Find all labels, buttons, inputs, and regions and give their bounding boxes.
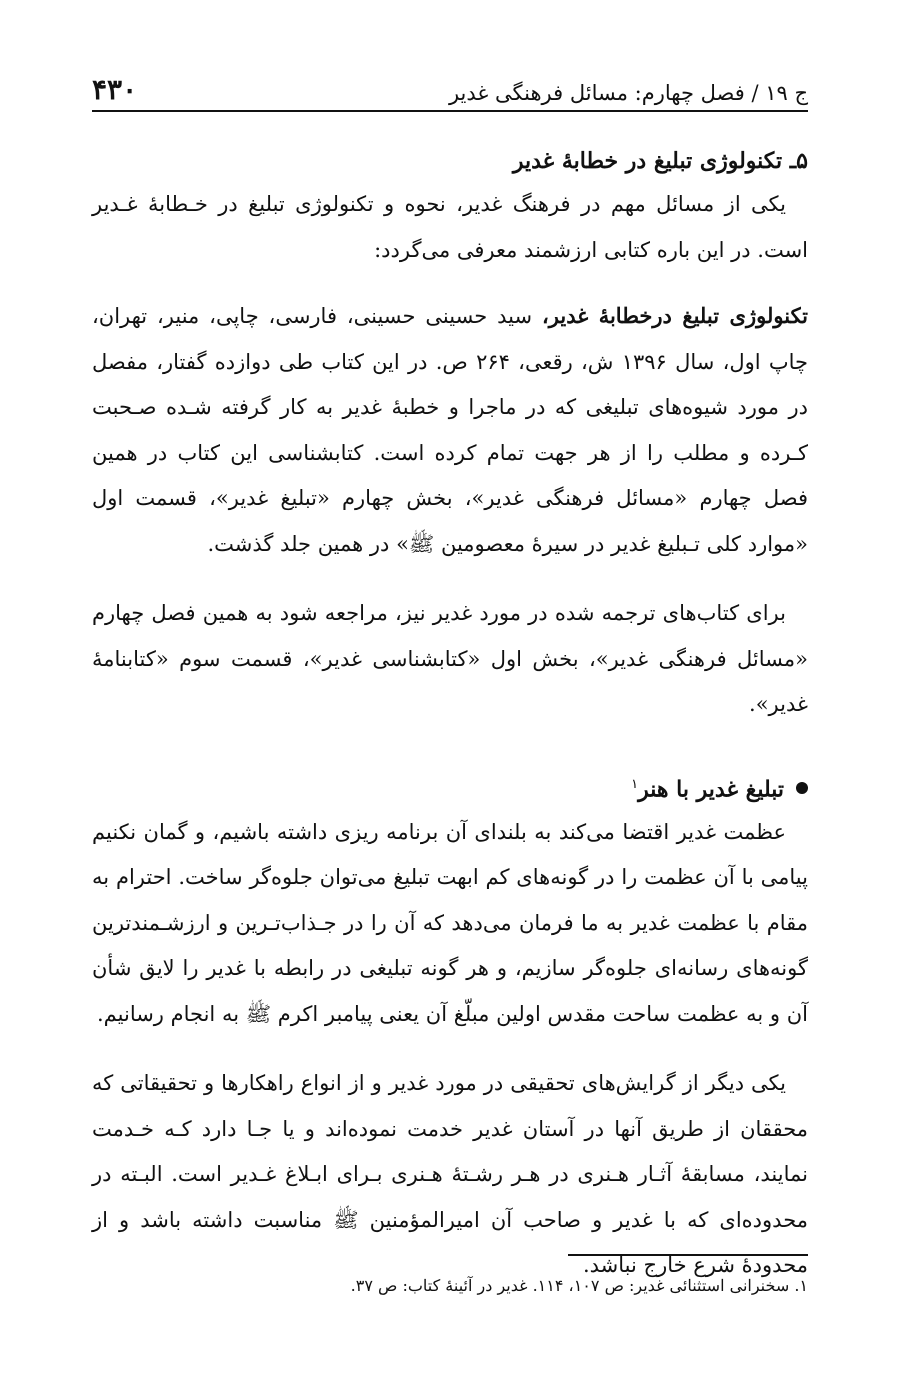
book-page xyxy=(92,0,808,1390)
art-paragraph-1: عظمت غدیر اقتضا می‌کند به بلندای آن برنامه ریزی داشته باشیم، و گمان نکنیم پیامی با آن عظمت را در گونه‌های کم ابهت تبلیغ می‌توان جلوه‌گر ساخت. احترام به مقام با عظمت غدیر به ما فرمان می‌دهد که آن را در جـذاب‌تـرین و ارزشـمندترین گونه‌های رسانه‌ای جلوه‌گر سازیم، و هر گونه تبلیغی در رابطه با غدیر را لایق شأن آن و به عظمت ساحت مقدس اولین مبلّغ آن یعنی پیامبر اکرم ﷺ به انجام رسانیم. xyxy=(92,819,808,1026)
art-section-heading xyxy=(92,766,808,810)
section-heading: ۵ـ تکنولوژی تبلیغ در خطابهٔ غدیر xyxy=(512,148,808,174)
page-number: ۴۳۰ xyxy=(92,73,138,106)
page-body xyxy=(92,140,808,1289)
art-paragraph-2: یکی دیگر از گرایش‌های تحقیقی در مورد غدیر و از انواع راهکارها و تحقیقاتی که محققان از طریق آنها در آستان غدیر خدمت نموده‌اند و یا جـا دارد کـه خـدمت نمایند، مسابقهٔ آثـار هـنری در هـر رشـتهٔ هـنری بـرای ابـلاغ غـدیر است. البـته در محدوده‌ای که با غدیر و صاحب آن امیرالمؤمنین ﷺ مناسبت داشته باشد و از محدودهٔ شرع خارج نباشد. xyxy=(92,1071,808,1277)
book-title: تکنولوژی تبلیغ درخطابهٔ غدیر، xyxy=(541,303,809,328)
section-intro-paragraph: یکی از مسائل مهم در فرهنگ غدیر، نحوه و تکنولوژی تبلیغ در خـطابهٔ غـدیر است. در این باره کتابی ارزشمند معرفی می‌گردد: xyxy=(92,192,808,262)
translations-note-paragraph: برای کتاب‌های ترجمه شده در مورد غدیر نیز، مراجعه شود به همین فصل چهارم «مسائل فرهنگی غدیر»، بخش اول «کتابشناسی غدیر»، قسمت سوم «کتابنامهٔ غدیر». xyxy=(92,601,808,716)
running-header xyxy=(92,62,808,112)
footnote-reference[interactable]: ۱ xyxy=(631,777,639,793)
footnote: ۱. سخنرانی استثنائی غدیر: ص ۱۰۷، ۱۱۴. غدیر در آئینهٔ کتاب: ص ۳۷. xyxy=(350,1276,808,1295)
running-title: ج ۱۹ / فصل چهارم: مسائل فرهنگی غدیر xyxy=(448,81,808,105)
book-entry-paragraph xyxy=(92,293,808,567)
art-heading-label: تبلیغ غدیر با هنر xyxy=(638,776,784,803)
art-heading-text xyxy=(631,763,784,811)
book-description: سید حسینی حسینی، فارسی، چاپی، منیر، تهران، چاپ اول، سال ۱۳۹۶ ش، رقعی، ۲۶۴ ص. در این کتاب طی دوازده گفتار، مفصل در مورد شیوه‌های تبلیغی که در ماجرا و خطبهٔ غدیر به کار گرفته شـده صـحبت کـرده و مطلب را از هر جهت تمام کرده است. کتابشناسی این کتاب در همین فصل چهارم «مسائل فرهنگی غدیر»، بخش چهارم «تبلیغ غدیر»، قسمت اول «موارد کلی تـبلیغ غدیر در سیرهٔ معصومین ﷺ» در همین جلد گذشت. xyxy=(92,304,808,556)
footnote-divider xyxy=(568,1254,808,1256)
bullet-icon xyxy=(796,782,808,794)
